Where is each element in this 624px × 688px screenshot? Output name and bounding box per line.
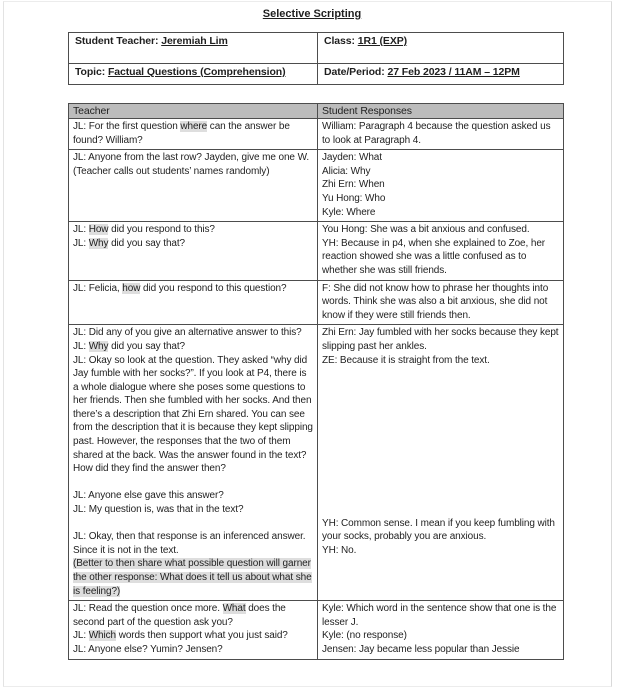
student-cell bbox=[318, 150, 564, 222]
transcript-row bbox=[69, 280, 564, 325]
transcript-line bbox=[73, 643, 313, 657]
transcript-line bbox=[322, 602, 559, 629]
text-segment: JL: Did any of you give an alternative answer to this? bbox=[73, 327, 302, 339]
text-segment: Jensen: Jay became less popular than Jessie bbox=[322, 643, 520, 655]
student-cell bbox=[318, 222, 564, 280]
highlighted-text: Why bbox=[88, 340, 109, 352]
text-segment: JL: Anyone else gave this answer? bbox=[73, 490, 224, 502]
transcript-line bbox=[322, 408, 559, 422]
class-value: 1R1 (EXP) bbox=[357, 35, 408, 47]
text-segment: JL: bbox=[73, 630, 89, 642]
transcript-line bbox=[322, 151, 559, 165]
text-segment: JL: bbox=[73, 340, 89, 352]
transcript-line bbox=[322, 282, 559, 323]
text-segment: JL: My question is, was that in the text? bbox=[73, 504, 244, 516]
date-period-value: 27 Feb 2023 / 11AM – 12PM bbox=[387, 66, 520, 78]
transcript-line bbox=[322, 237, 559, 278]
transcript-line bbox=[73, 517, 313, 531]
highlighted-text: how bbox=[122, 282, 141, 294]
text-segment: can the answer be found? William? bbox=[73, 121, 290, 146]
text-segment: did you respond to this? bbox=[108, 224, 215, 236]
text-segment: JL: bbox=[73, 237, 89, 249]
transcript-row bbox=[69, 601, 564, 659]
teacher-cell bbox=[69, 280, 318, 325]
transcript-line bbox=[322, 192, 559, 206]
transcript-line bbox=[322, 503, 559, 517]
text-segment: JL: Felicia, bbox=[73, 282, 123, 294]
text-segment: did you say that? bbox=[108, 237, 186, 249]
text-segment: JL: For the first question bbox=[73, 121, 181, 132]
transcript-line bbox=[322, 517, 559, 544]
transcript-line bbox=[73, 629, 313, 643]
teacher-cell bbox=[69, 119, 318, 150]
text-segment: YH: Common sense. I mean if you keep fumbling with your socks, probably you are anxious. bbox=[322, 517, 555, 543]
transcript-line bbox=[322, 165, 559, 179]
transcript-line bbox=[322, 449, 559, 463]
date-period-label: Date/Period: bbox=[324, 66, 388, 78]
highlighted-text: Which bbox=[88, 630, 117, 642]
transcript-line bbox=[322, 435, 559, 449]
info-row-2 bbox=[69, 64, 564, 85]
teacher-cell bbox=[69, 222, 318, 280]
transcript-line bbox=[73, 602, 313, 629]
text-segment: Kyle: Which word in the sentence show that one is the lesser J. bbox=[322, 603, 557, 628]
transcript-line bbox=[322, 394, 559, 408]
column-header-teacher: Teacher bbox=[69, 104, 318, 119]
text-segment: Kyle: Where bbox=[322, 206, 376, 218]
transcript-line bbox=[73, 165, 313, 179]
text-segment: F: She did not know how to phrase her thoughts into words. Think she was also a bit anxious, she did not know if they were still friends then. bbox=[322, 282, 549, 321]
text-segment: YH: No. bbox=[322, 544, 357, 556]
text-segment: William: Paragraph 4 because the question asked us to look at Paragraph 4. bbox=[322, 121, 551, 146]
student-teacher-label: Student Teacher: bbox=[75, 35, 162, 47]
text-segment: You Hong: She was a bit anxious and confused. bbox=[322, 224, 530, 236]
transcript-line bbox=[322, 462, 559, 476]
info-table bbox=[68, 32, 564, 85]
text-segment: does the second part of the question ask you? bbox=[73, 603, 286, 628]
text-segment: JL: Read the question once more. bbox=[73, 603, 223, 615]
text-segment: Kyle: (no response) bbox=[322, 630, 407, 642]
transcript-table bbox=[68, 103, 564, 660]
text-segment: JL: bbox=[73, 224, 89, 236]
text-segment: JL: Okay so look at the question. They asked “why did Jay fumble with her socks?”. If you look at P4, there is a whole dialogue where she poses some questions to her friends. Then she fumbled with her socks. And then there’s a description that Zhi Ern shared. You can see from the description that it is because they kept slipping past. However, the responses that the two of them shared at the back. Was the answer found in the text? How did they find the answer then? bbox=[73, 354, 313, 475]
transcript-row bbox=[69, 222, 564, 280]
transcript-line bbox=[322, 178, 559, 192]
text-segment: Alicia: Why bbox=[322, 165, 371, 177]
info-row-1 bbox=[69, 33, 564, 64]
transcript-line bbox=[73, 282, 313, 296]
highlighted-text: Why bbox=[88, 237, 109, 249]
transcript-line bbox=[322, 367, 559, 381]
text-segment: Zhi Ern: Jay fumbled with her socks because they kept slipping past her ankles. bbox=[322, 327, 559, 352]
info-cell-class bbox=[318, 33, 564, 64]
student-cell bbox=[318, 119, 564, 150]
transcript-line bbox=[73, 326, 313, 340]
text-segment: words then support what you just said? bbox=[116, 630, 288, 642]
highlighted-text: (Better to then share what possible question will garner the other response: What does it tell us about what she is feeling?) bbox=[73, 558, 312, 597]
text-segment: Zhi Ern: When bbox=[322, 179, 385, 191]
highlighted-text: What bbox=[222, 603, 246, 615]
transcript-line bbox=[322, 206, 559, 220]
class-label: Class: bbox=[324, 35, 358, 47]
student-cell bbox=[318, 280, 564, 325]
text-segment: Jayden: What bbox=[322, 152, 382, 164]
info-cell-date-period bbox=[318, 64, 564, 85]
text-segment: YH: Because in p4, when she explained to Zoe, her reaction showed she was a little confused as to whether she was still friends. bbox=[322, 237, 546, 276]
student-teacher-value: Jeremiah Lim bbox=[161, 35, 228, 47]
transcript-line bbox=[73, 354, 313, 476]
transcript-line bbox=[322, 120, 559, 147]
transcript-header-row bbox=[69, 104, 564, 119]
info-cell-student-teacher bbox=[69, 33, 318, 64]
highlighted-text: How bbox=[88, 224, 109, 236]
info-cell-topic bbox=[69, 64, 318, 85]
transcript-line bbox=[73, 340, 313, 354]
text-segment: did you respond to this question? bbox=[140, 282, 287, 294]
text-segment: ZE: Because it is straight from the text. bbox=[322, 354, 490, 366]
text-segment: Yu Hong: Who bbox=[322, 192, 386, 204]
text-segment: JL: Okay, then that response is an inferenced answer. Since it is not in the text. bbox=[73, 531, 306, 556]
text-segment: JL: Anyone from the last row? Jayden, give me one W. bbox=[73, 152, 310, 164]
teacher-cell bbox=[69, 601, 318, 659]
highlighted-text: where bbox=[180, 121, 208, 132]
transcript-line bbox=[322, 223, 559, 237]
transcript-line bbox=[322, 326, 559, 353]
transcript-line bbox=[73, 223, 313, 237]
transcript-line bbox=[322, 381, 559, 395]
transcript-line bbox=[322, 421, 559, 435]
transcript-row bbox=[69, 325, 564, 601]
transcript-line bbox=[322, 629, 559, 643]
transcript-line bbox=[73, 489, 313, 503]
transcript-body bbox=[69, 119, 564, 660]
transcript-line bbox=[73, 120, 313, 147]
student-cell bbox=[318, 601, 564, 659]
document-title: Selective Scripting bbox=[262, 8, 362, 20]
transcript-line bbox=[322, 476, 559, 490]
transcript-line bbox=[73, 557, 313, 598]
topic-label: Topic: bbox=[75, 66, 108, 78]
text-segment: did you say that? bbox=[108, 340, 186, 352]
text-segment: JL: Anyone else? Yumin? Jensen? bbox=[73, 643, 223, 655]
teacher-cell bbox=[69, 150, 318, 222]
column-header-student-responses: Student Responses bbox=[318, 104, 564, 119]
transcript-row bbox=[69, 150, 564, 222]
transcript-row bbox=[69, 119, 564, 150]
transcript-line bbox=[73, 503, 313, 517]
transcript-line bbox=[322, 544, 559, 558]
transcript-line bbox=[322, 354, 559, 368]
transcript-line bbox=[73, 476, 313, 490]
transcript-line bbox=[322, 643, 559, 657]
text-segment: (Teacher calls out students’ names randomly) bbox=[73, 165, 270, 177]
student-cell bbox=[318, 325, 564, 601]
transcript-line bbox=[73, 151, 313, 165]
transcript-line bbox=[73, 237, 313, 251]
teacher-cell bbox=[69, 325, 318, 601]
transcript-line bbox=[322, 489, 559, 503]
transcript-line bbox=[73, 530, 313, 557]
topic-value: Factual Questions (Comprehension) bbox=[107, 66, 286, 78]
